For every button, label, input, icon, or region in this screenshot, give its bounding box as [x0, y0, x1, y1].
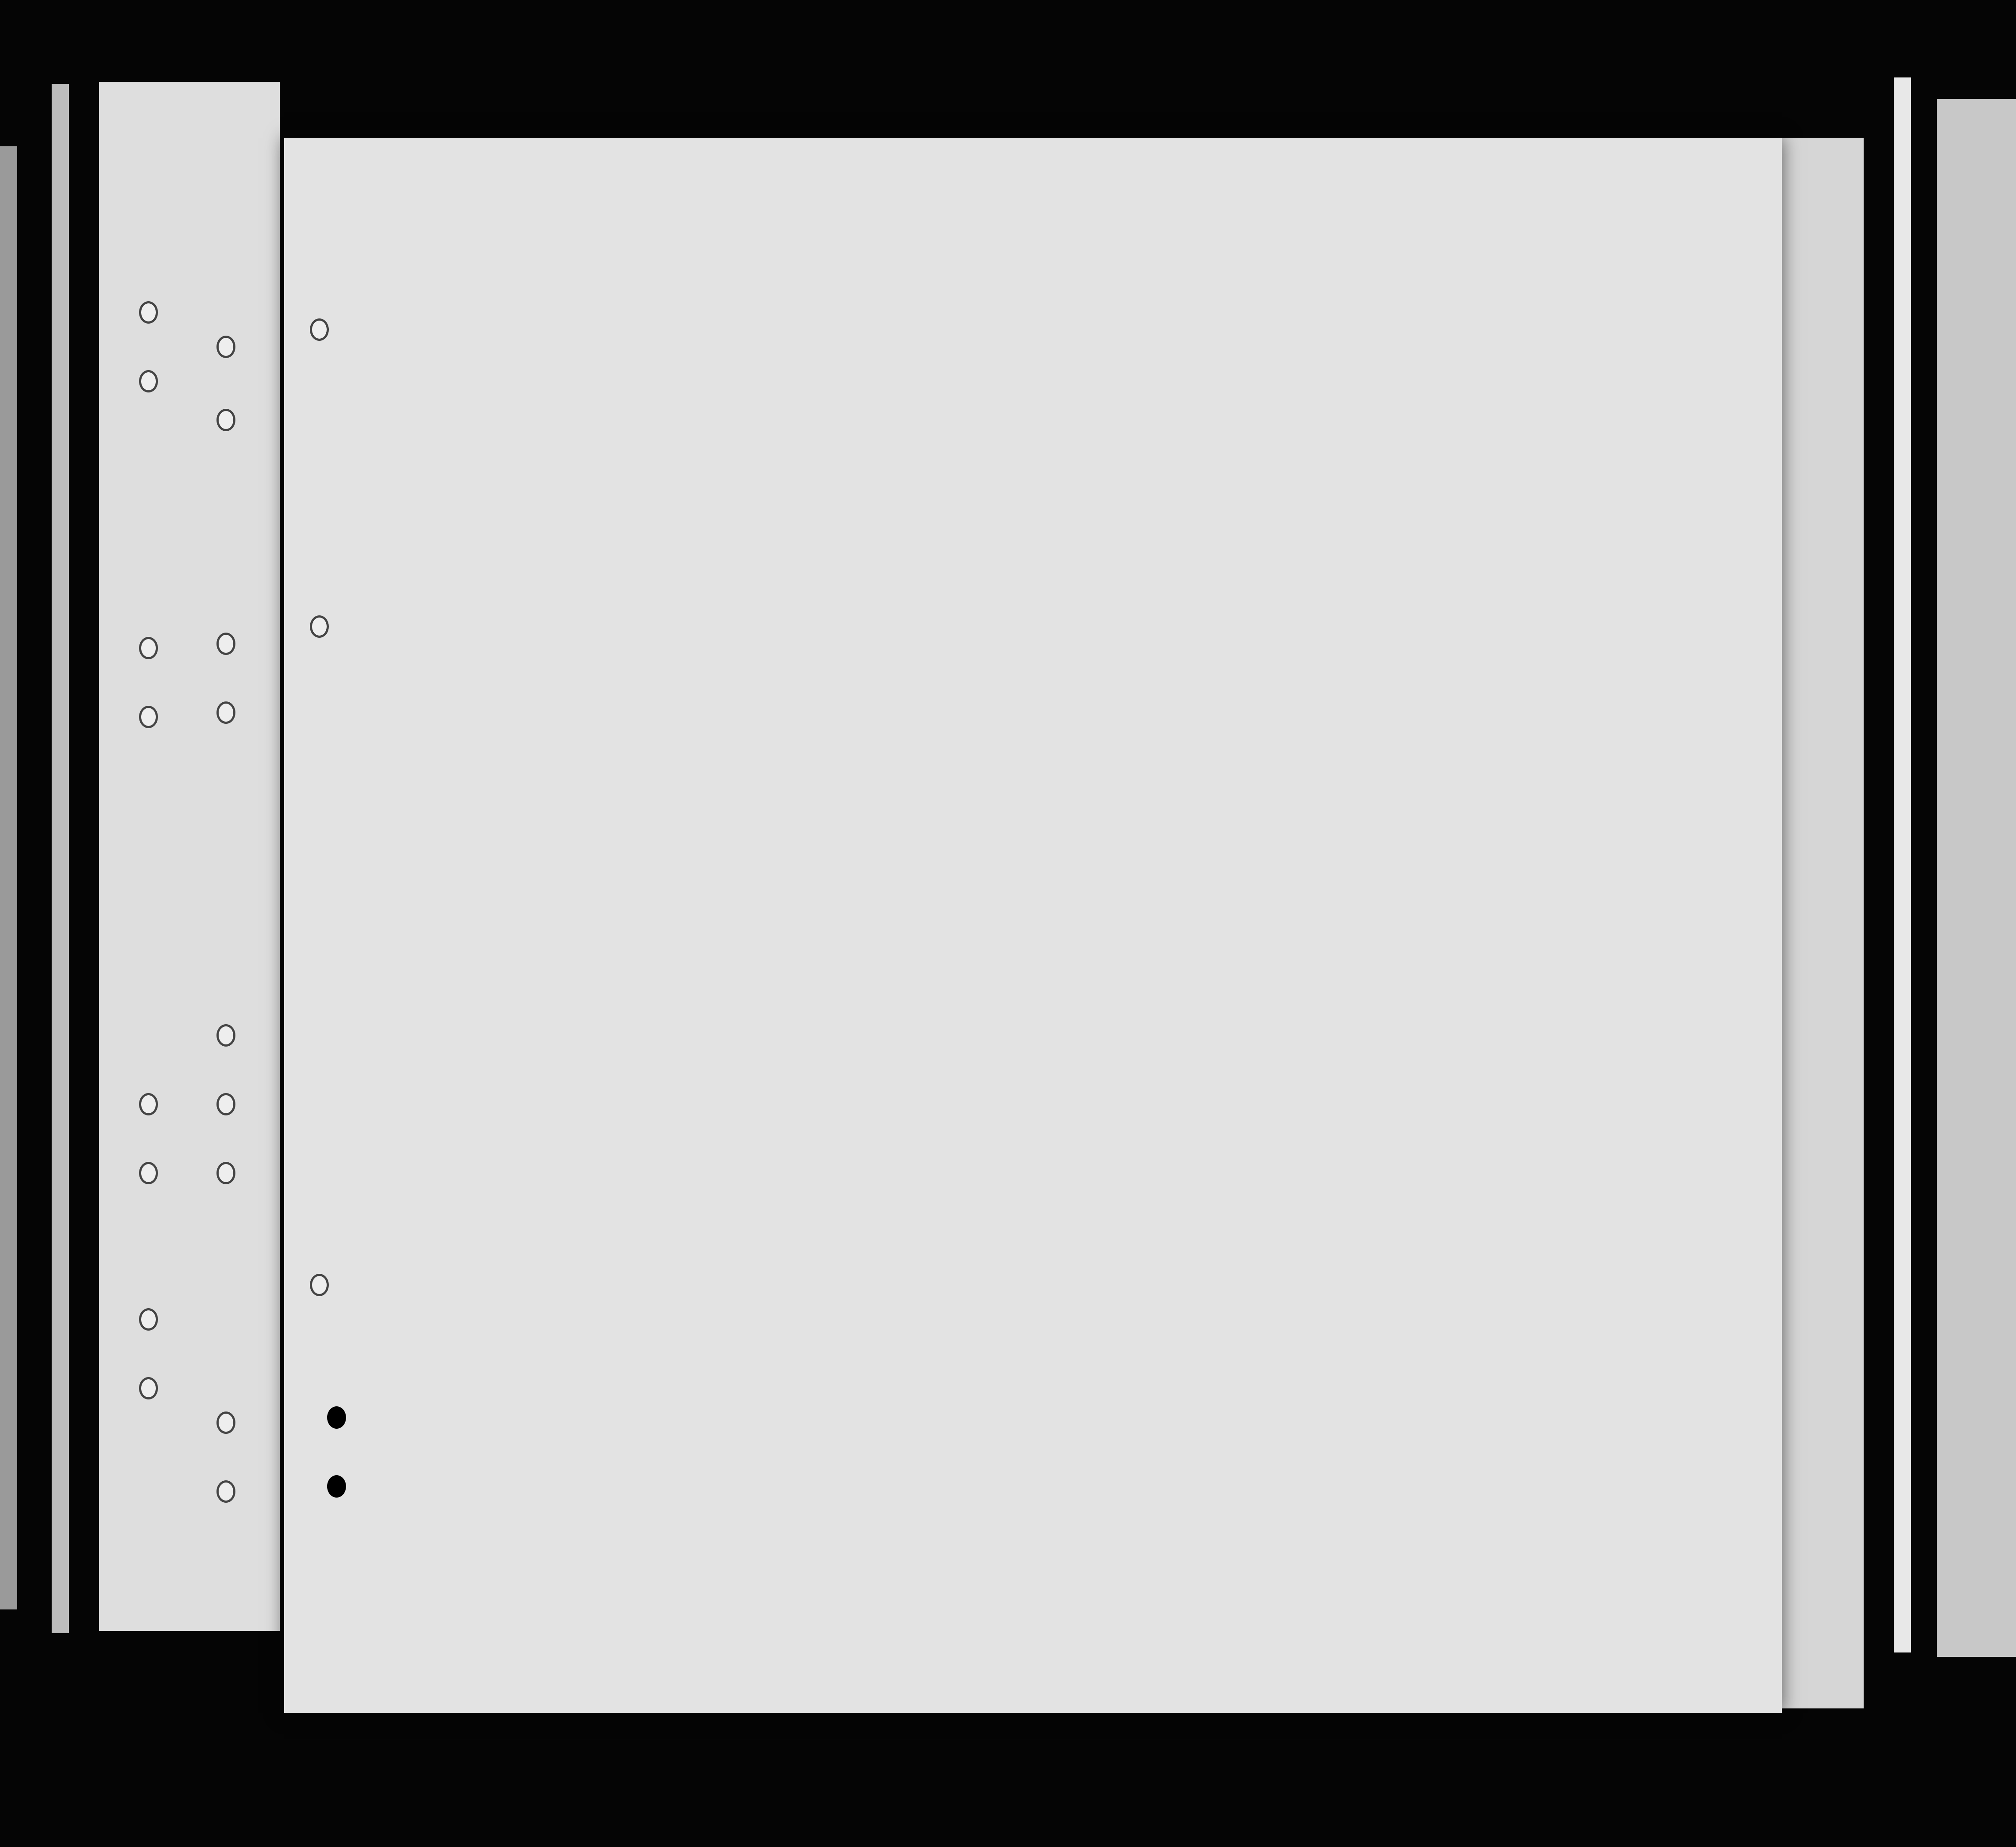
background-sheet-left-2 — [0, 146, 17, 1609]
manifest-sheet — [284, 138, 1782, 1713]
binder-hole — [139, 637, 158, 659]
binder-hole — [216, 1024, 235, 1047]
binder-hole — [216, 1093, 235, 1115]
binder-hole — [139, 301, 158, 324]
binder-hole — [216, 336, 235, 358]
background-strip-right — [1894, 77, 1911, 1652]
table-grid — [284, 138, 1782, 1713]
background-sheet-far-right — [1937, 99, 2016, 1657]
binder-hole — [139, 370, 158, 392]
binder-hole — [139, 706, 158, 728]
background-sheet-left — [52, 84, 69, 1633]
background-page-binder — [99, 82, 280, 1631]
binder-hole — [139, 1093, 158, 1115]
binder-hole — [216, 1162, 235, 1184]
binder-hole — [139, 1162, 158, 1184]
binder-hole — [139, 1377, 158, 1399]
binder-hole — [216, 701, 235, 724]
binder-hole — [216, 1412, 235, 1434]
binder-hole — [216, 1480, 235, 1503]
binder-hole — [216, 409, 235, 431]
binder-hole — [139, 1308, 158, 1331]
binder-hole — [216, 633, 235, 655]
